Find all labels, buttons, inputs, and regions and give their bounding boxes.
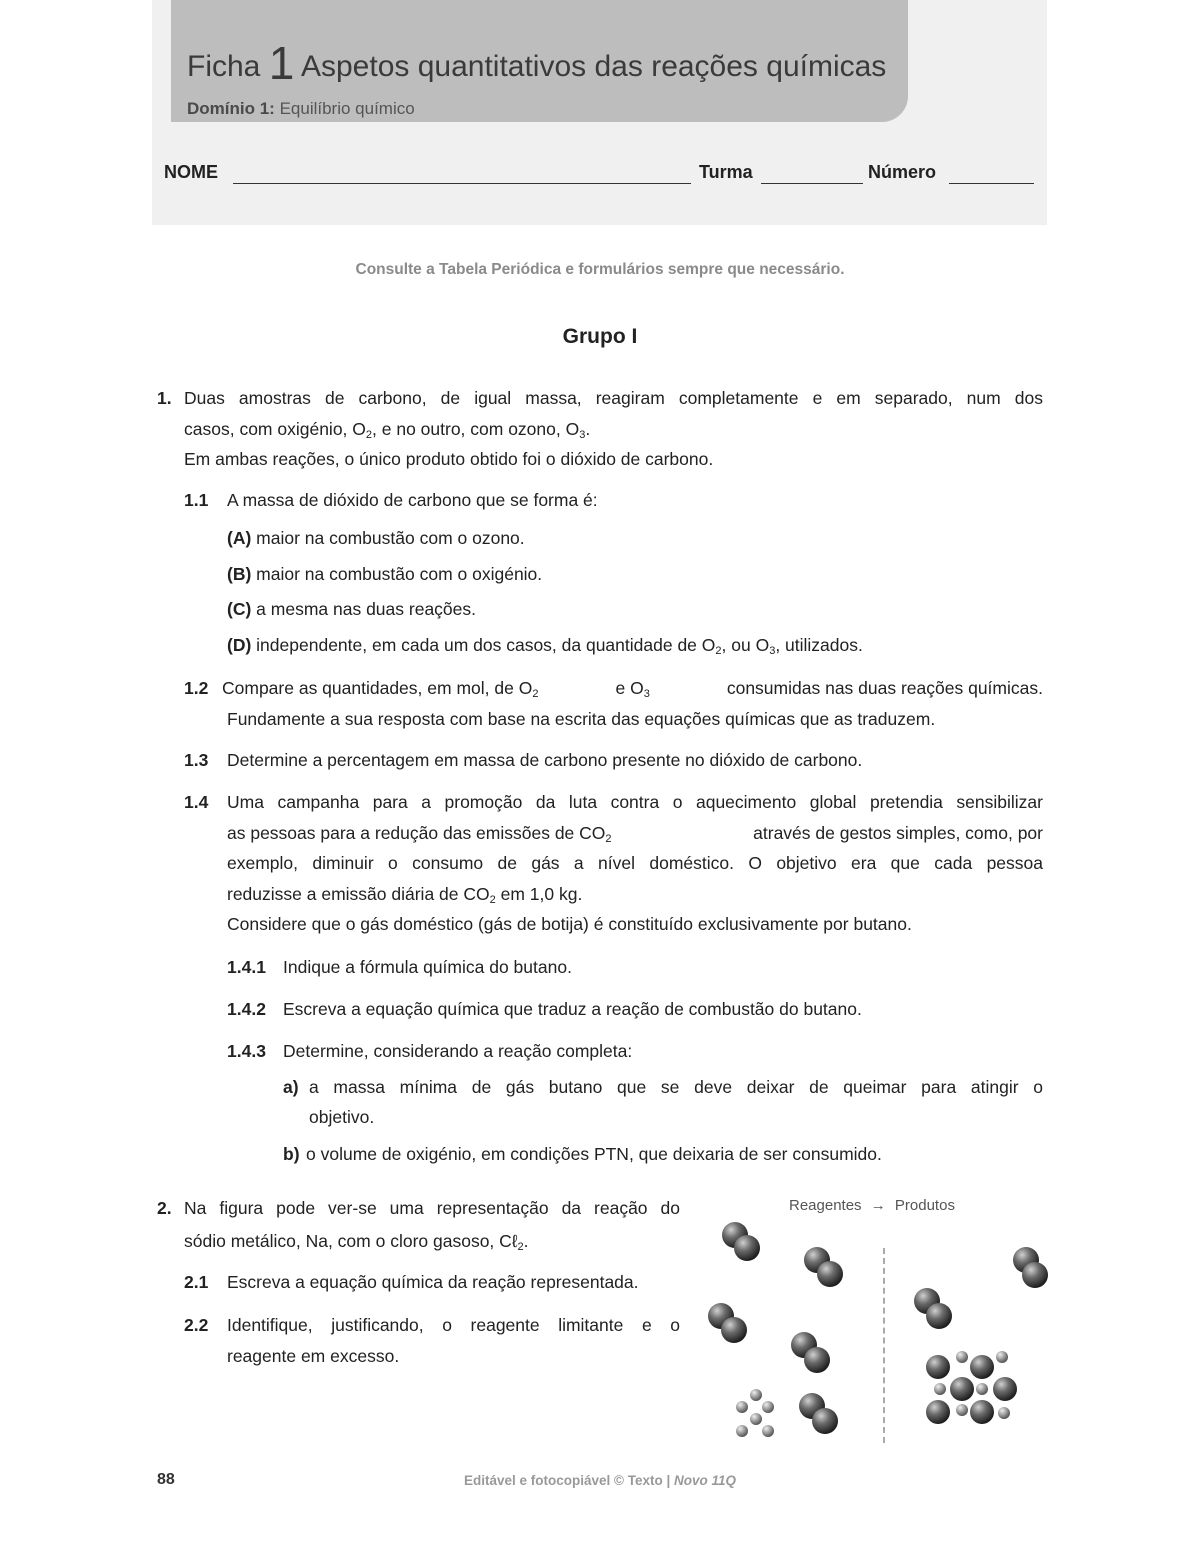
number-field[interactable] [949,183,1034,184]
domain-value: Equilíbrio químico [279,99,415,118]
ficha-number: 1 [268,37,295,89]
q1-2-number: 1.2 [184,678,209,698]
q1-2-line1: Compare as quantidades, em mol, de $O_2$ e $O_3$ consumidas nas duas reações químicas. [222,678,1043,700]
footer-credit: Editável e fotocopiável © Texto | Novo 11Q [463,1473,737,1488]
q2-1-number: 2.1 [184,1272,209,1292]
arrow-icon: → [870,1197,886,1214]
q1-line3: Em ambas reações, o único produto obtido foi o dióxido de carbono. [184,449,714,469]
q2-2-line1: Identifique, justificando, o reagente limitante e o [227,1315,680,1335]
group-title: Grupo I [562,325,638,348]
q2-number: 2. [157,1198,172,1218]
q1-4-2-text: Escreva a equação química que traduz a reação de combustão do butano. [283,999,862,1019]
reagentes-label: Reagentes [789,1197,862,1214]
option-a: (A) maior na combustão com o ozono. [227,528,525,548]
cl2-molecule [1013,1247,1048,1288]
q1-4-line4: reduzisse a emissão diária de $CO_2$ em 1,0 kg. [227,884,583,906]
number-label: Número [868,162,937,182]
cl2-molecule [722,1222,760,1261]
q1-4-line5: Considere que o gás doméstico (gás de botija) é constituído exclusivamente por butano. [227,914,912,934]
cl2-molecule [914,1288,952,1329]
item-b-label: b) [283,1144,300,1164]
option-d: (D) independente, em cada um dos casos, da quantidade de $O_2$, ou $O_3$, utilizados. [227,635,863,657]
page-title [187,36,886,90]
q1-4-line3: exemplo, diminuir o consumo de gás a nível doméstico. O objetivo era que cada pessoa [227,853,1043,873]
q2-line2: sódio metálico, Na, com o cloro gasoso, Cℓ$_2$. [184,1231,529,1253]
q1-3-text: Determine a percentagem em massa de carbono presente no dióxido de carbono. [227,750,863,770]
cl2-molecule [791,1332,830,1373]
sodium-cluster [736,1389,774,1437]
name-field[interactable] [233,183,691,184]
q1-1-number: 1.1 [184,490,209,510]
domain-line [187,99,415,119]
q2-2-line2: reagente em excesso. [227,1346,400,1366]
ficha-title: Aspetos quantitativos das reações químicas [300,50,887,83]
q1-4-line2: as pessoas para a redução das emissões de $CO_2$ através de gestos simples, como, por [227,823,1043,845]
instruction-note: Consulte a Tabela Periódica e formulários sempre que necessário. [355,261,845,278]
q1-4-3-number: 1.4.3 [227,1041,266,1061]
q1-4-1-number: 1.4.1 [227,957,266,977]
item-a-line1: a massa mínima de gás butano que se deve deixar de queimar para atingir o [309,1077,1043,1097]
cl2-molecule [708,1303,747,1343]
produtos-label: Produtos [894,1197,955,1214]
cl2-molecule [799,1393,838,1434]
q2-2-number: 2.2 [184,1315,209,1335]
class-field[interactable] [761,183,863,184]
name-label: NOME [164,162,218,182]
reaction-figure [700,1210,1060,1450]
option-c: (C) a mesma nas duas reações. [227,599,477,619]
cl2-molecule [804,1247,843,1287]
q2-1-text: Escreva a equação química da reação representada. [227,1272,639,1292]
q1-4-line1: Uma campanha para a promoção da luta contra o aquecimento global pretendia sensibilizar [227,792,1043,812]
q1-4-3-text: Determine, considerando a reação completa: [283,1041,633,1061]
q1-line2: casos, com oxigénio, $O_2$, e no outro, com ozono, $O_3$. [184,419,591,441]
q1-number: 1. [157,388,172,408]
domain-label: Domínio 1: [187,99,275,118]
q1-line1: Duas amostras de carbono, de igual massa, reagiram completamente e em separado, num dos [184,388,1043,408]
option-b: (B) maior na combustão com o oxigénio. [227,564,543,584]
nacl-crystal [926,1351,1017,1424]
item-a-line2: objetivo. [309,1107,375,1127]
item-b-text: o volume de oxigénio, em condições PTN, que deixaria de ser consumido. [306,1144,882,1164]
q1-2-line2: Fundamente a sua resposta com base na escrita das equações químicas que as traduzem. [227,709,936,729]
class-label: Turma [699,162,753,182]
q1-4-number: 1.4 [184,792,209,812]
page-number: 88 [157,1471,175,1488]
q1-1-text: A massa de dióxido de carbono que se forma é: [227,490,598,510]
ficha-word: Ficha [187,50,261,83]
q2-line1: Na figura pode ver-se uma representação da reação do [184,1198,680,1218]
item-a-label: a) [283,1077,299,1097]
q1-4-1-text: Indique a fórmula química do butano. [283,957,572,977]
q1-3-number: 1.3 [184,750,209,770]
q1-4-2-number: 1.4.2 [227,999,266,1019]
